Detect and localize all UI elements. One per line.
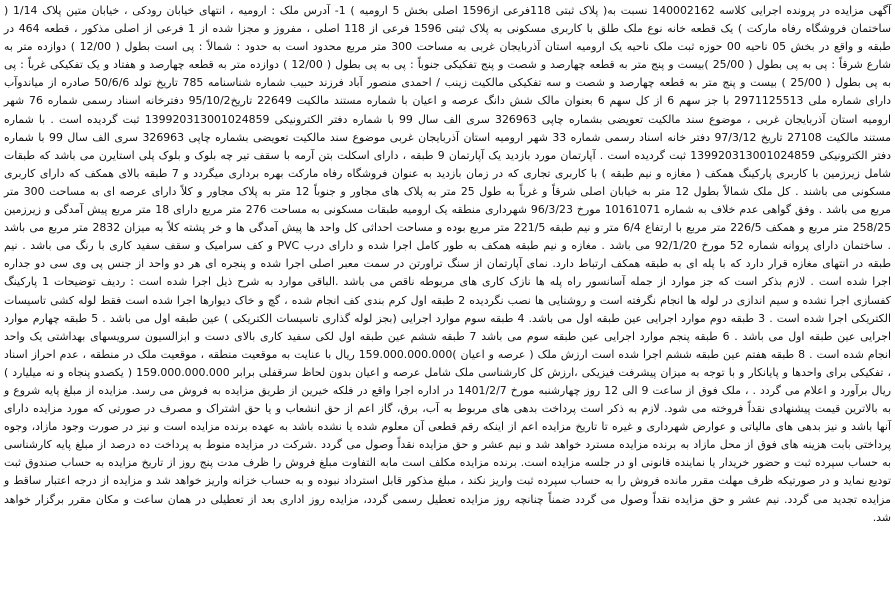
auction-notice-text: آگهی مزایده در پرونده اجرایی کلاسه 140002162 نسبت به( پلاک ثبتی 118فرعی از1596 اصلی بخش 5 ارومیه ) 1- آدرس ملک : ارومیه ، انتهای خیابان رودکی ، خیابان متین پلاک 1/14 ( ساختمان فروشگاه رفاه مارکت ) یک قطعه خانه نوع ملک طلق با کاربری مسکونی به پلاک ثبتی 1596 فرعی از 118 اصلی ، مفروز و مجزا شده از 1 فرعی از اصلی مذکور ، قطعه 464 در طبقه و واقع در بخش 05 ناحیه 00 حوزه ثبت ملک ناحیه یک ارومیه استان آذربایجان غربی به مساحت 300 متر مربع محدود است به حدود : شمالاً : پی است بطول ( 12/00 ) دوازده متر به شارع شرقاً : پی به پی بطول ( 25/00 )بیست و پنج متر به قطعه چهارصد و شصت و پنج تفکیکی جنوباً : پی به پی بطول ( 12/00 ) دوازده متر به قطعه چهارصد و هفتاد و یک تفکیکی غرباً : پی به پی بطول ( 25/00 ) بیست و پنج متر به قطعه چهارصد و شصت و سه تفکیکی مالکیت زینب / احمدی منصور آباد فرزند حبیب شماره شناسنامه 785 تاریخ تولد 50/6/6 صادره از میاندوآب دارای شماره ملی 2971125513 با جز سهم 6 از کل سهم 6 بعنوان مالک شش دانگ عرصه و اعیان با شماره مستند مالکیت 22649 تاریخ95/10/2 دفترخانه اسناد رسمی شماره 76 شهر ارومیه استان آذربایجان غربی ، موضوع سند مالکیت تعویضی بشماره چاپی 326963 سری الف سال 99 با شماره دفتر الکترونیکی 139920313001024859 ثبت گردیده است . با شماره مستند مالکیت 27108 تاریخ 97/3/12 دفتر خانه اسناد رسمی شماره 33 شهر ارومیه استان آذربایجان غربی موضوع سند مالکیت تعویضی بشماره چاپی 326963 سری الف سال 99 با شماره دفتر الکترونیکی 139920313001024859 ثبت گردیده است . آپارتمان مورد بازدید یک آپارتمان 9 طبقه ، دارای اسکلت بتن آرمه با سقف تیر چه بلوک و بلوک پلی استایرن می باشد که طبقات شامل زیرزمین با کاربری پارکینگ همکف ( مغازه و نیم طبقه ) با کاربری تجاری که در زمان بازدید به عنوان فروشگاه رفاه مارکت بهره برداری میگردد و 7 طبقه بالای همکف که دارای کاربری مسکونی می باشند . کل ملک شمالاً بطول 12 متر به خیابان اصلی شرقاً و غرباً به طول 25 متر به پلاک های مجاور و جنوباً 12 متر به پلاک مجاور و کلاً دارای عرصه ای به مساحت 300 متر مربع می باشد . وفق گواهی عدم خلاف به شماره 10161071 مورخ 96/3/23 شهرداری منطقه یک ارومیه طبقات مسکونی به مساحت 276 متر مربع دارای 18 متر مربع پیش آمدگی و زیرزمین 258/25 متر مربع و همکف 226/5 متر مربع با ارتفاع 6/4 متر و نیم طبقه 221/5 متر مربع بوده و مساحت احداثی کل واحد ها پیش آمدگی ها و خر پشته کلاً به میزان 2832 متر مربع می باشد . ساختمان دارای پروانه شماره 52 مورخ 92/1/20 می باشد . مغازه و نیم طبقه همکف به طور کامل اجرا شده و دارای درب PVC و کف سرامیک و سقف سفید کاری با رنگ می باشد . نیم طبقه در انتهای مغازه قرار دارد که با پله ای به طبقه همکف ارتباط دارد. نمای آپارتمان از سنگ تراورتن در سمت معبر اصلی اجرا شده و پنجره ای هر دو واحد از جنس پی وی سی دو جداره اجرا شده است . لازم بذکر است که جز موارد از جمله آسانسور راه پله ها نازک کاری های مربوطه ناقص می باشد .الباقی موارد به شرح ذیل اجرا شده است : ردیف توضیحات 1 پارکینگ کفسازی اجرا نشده و سیم اندازی در لوله ها انجام نگرفته است و روشنایی ها نصب نگردیده 2 طبقه اول کرم بندی کف انجام شده ، گچ و خاک دیوارها اجرا شده است فقط لوله کشی تاسیسات الکتریکی اجرا شده است . 3 طبقه دوم موارد اجرایی عین طبقه اول می باشد. 4 طبقه سوم موارد اجرایی (بجز لوله گذاری تاسیسات الکتریکی ) عین طبقه اول می باشد . 5 طبقه چهارم موارد اجرایی عین طبقه اول می باشد . 6 طبقه پنجم موارد اجرایی عین طبقه سوم می باشد 7 طبقه ششم عین طبقه اول لکی سفید کاری بالای دست و ابزالسیون سرویسهای بهداشتی یک واحد انجام شده است . 8 طبقه هفتم عین طبقه ششم اجرا شده است ارزش ملک ( عرصه و اعیان )159.000.000.000 ریال با عنایت به موقعیت منطقه ، موقعیت ملک در منطقه ، عدم احراز اسناد ، تفکیکی برای واحدها و پایانکار و با توجه به میزان پیشرفت فیزیکی ،ارزش کل کارشناسی ملک شامل عرصه و اعیان بدون لحاظ سرقفلی برابر 159.000.000.000 ( یکصدو پنجاه و نه میلیارد ) ریال برآورد و اعلام می گردد . ، ملک فوق از ساعت 9 الی 12 روز چهارشنبه مورخ 1401/2/7 در اداره اجرا واقع در فلکه خیرین از طریق مزایده به فروش می رسد. مزایده از مبلغ پایه شروع و به بالاترین قیمت پیشنهادی نقداً فروخته می شود. لازم به ذکر است پرداخت بدهی های مربوط به آب، برق، گاز اعم از حق انشعاب و یا حق اشتراک و مصرف در صورتی که مورد مزایده دارای آنها باشد و نیز بدهی های مالیاتی و عوارض شهرداری و غیره تا تاریخ مزایده اعم از اینکه رقم قطعی آن معلوم شده یا نشده باشد به عهده برنده مزایده است و نیز در صورت وجود مازاد، وجوه پرداختی بابت هزینه های فوق از محل مازاد به برنده مزایده مسترد خواهد شد و نیم عشر و حق مزایده نقداً وصول می گردد .شرکت در مزایده منوط به پرداخت ده درصد از مبلغ پایه کارشناسی به حساب سپرده ثبت و حضور خریدار یا نماینده قانونی او در جلسه مزایده است. برنده مزایده مکلف است مابه التفاوت مبلغ فروش را ظرف مدت پنج روز از تاریخ مزایده به حساب صندوق ثبت تودیع نماید و در صورتیکه ظرف مهلت مقرر مانده فروش را به حساب سپرده ثبت واریز نکند ، مبلغ مذکور قابل استرداد نبوده و به حساب خزانه واریز خواهد شد و مزایده از درجه اعتبار ساقط و مزایده تجدید می گردد. نیم عشر و حق مزایده نقداً وصول می گردد ضمناً چنانچه روز مزایده تعطیل رسمی گردد، مزایده روز اداری بعد از تعطیلی در همان ساعت و مکان مقرر برگزار خواهد شد. [4, 4, 892, 524]
